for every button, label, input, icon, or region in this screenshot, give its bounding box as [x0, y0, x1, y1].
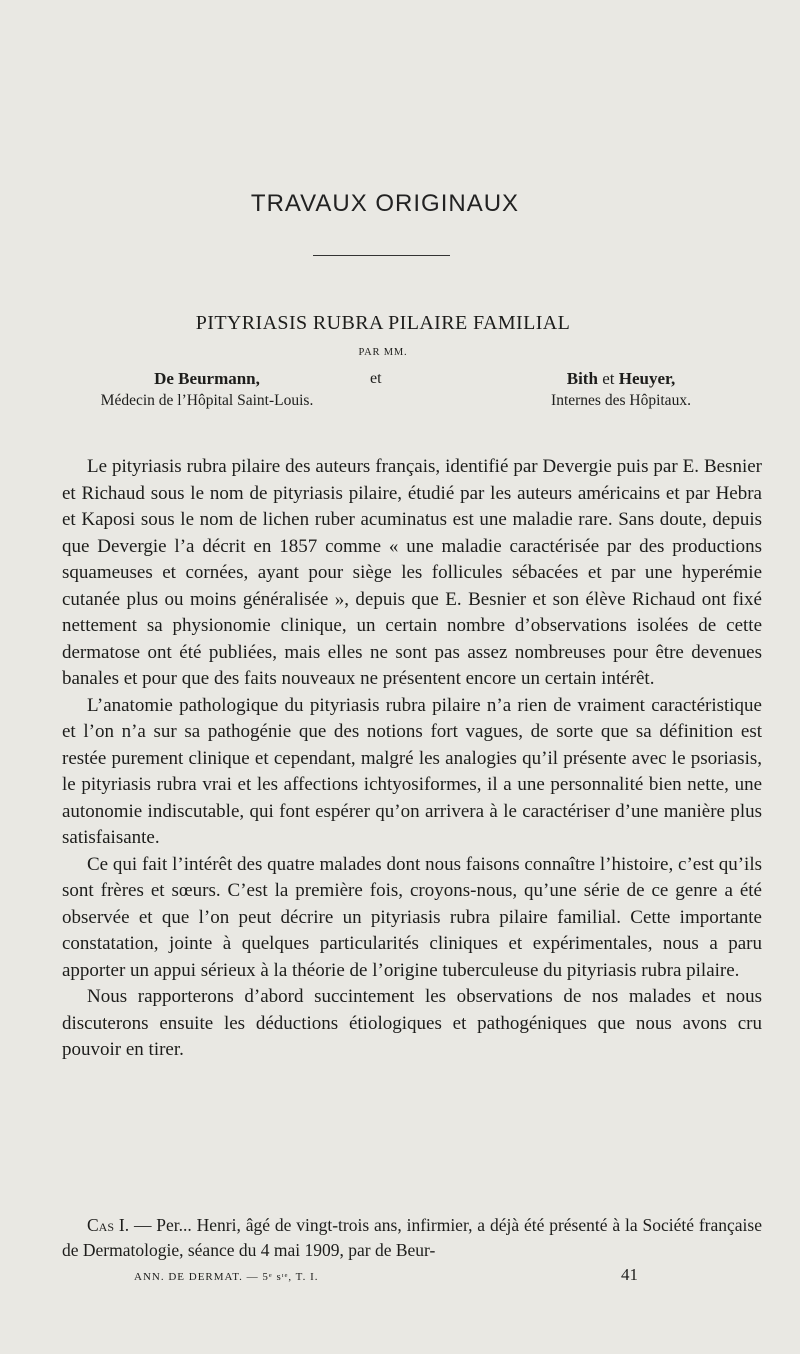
article-title: PITYRIASIS RUBRA PILAIRE FAMILIAL [195, 312, 571, 334]
paragraph: Ce qui fait l’intérêt des quatre malades dont nous faisons connaître l’histoire, c’est qu’ils sont frères et sœurs. C’est la première fois, croyons-nous, qu’une série de ce genre a été observée et que l’on peut décrire un pityriasis rubra pilaire familial. Cette importante constatation, jointe à quelques particularités cliniques et expérimentales, nous a paru apporter un appui sérieux à la théorie de l’origine tuberculeuse du pityriasis rubra pilaire. [62, 853, 762, 981]
author-conjunction: et [370, 370, 382, 387]
case-text: — Per... Henri, âgé de vingt-trois ans, infirmier, a déjà été présenté à la Société française de Dermatologie, séance du 4 mai 1909, par de Beur- [62, 1215, 762, 1260]
case-report [62, 1213, 762, 1262]
footer-journal: ANN. DE DERMAT. — 5ᵉ sᶦᵉ, T. I. [134, 1271, 319, 1283]
author-left [62, 368, 352, 412]
author-right-role: Internes des Hôpitaux. [551, 392, 691, 409]
author-left-role: Médecin de l’Hôpital Saint-Louis. [100, 392, 314, 409]
paragraph: Nous rapporterons d’abord succintement les observations de nos malades et nous discuterons ensuite les déductions étiologiques et pathogéniques que nous avons cru pouvoir en tirer. [62, 986, 762, 1060]
paragraph: L’anatomie pathologique du pityriasis rubra pilaire n’a rien de vraiment caractéristique et l’on n’a sur sa pathogénie que des notions fort vagues, de sorte que sa définition est restée purement clinique et cependant, malgré les analogies qu’il présente avec le psoriasis, le pityriasis rubra vrai et les affections ichtyosiformes, il a une personnalité bien nette, une autonomie indiscutable, qui font espérer qu’on arrivera à le caractériser d’une manière plus satisfaisante. [62, 694, 762, 848]
author-right-joiner: et [597, 369, 619, 388]
by-label: PAR MM. [358, 347, 408, 358]
paragraph: Le pityriasis rubra pilaire des auteurs français, identifié par Devergie puis par E. Besnier et Richaud sous le nom de pityriasis pilaire, étudié par les auteurs américains et par Hebra et Kaposi sous le nom de lichen ruber acuminatus est une maladie rare. Sans doute, depuis que Devergie l’a décrit en 1857 comme « une maladie caractérisée par des productions squameuses et cornées, ayant pour siège les follicules sébacées et par une hyperémie cutanée plus ou moins généralisée », depuis que E. Besnier et son élève Richaud ont fixé nettement sa physionomie clinique, un certain nombre d’observations isolées de cette dermatose ont été publiées, mais elles ne sont pas assez nombreuses pour être devenues banales et pour que des faits nouveaux ne présentent encore un certain intérêt. [62, 456, 762, 689]
case-paragraph [62, 1213, 762, 1262]
author-left-name: De Beurmann, [154, 369, 260, 388]
section-title: TRAVAUX ORIGINAUX [250, 190, 520, 217]
author-right-name-b: Heuyer, [618, 369, 676, 388]
author-right [480, 368, 762, 412]
page-number: 41 [621, 1265, 638, 1284]
article-body [62, 454, 762, 1064]
case-label: Cas I. [87, 1215, 130, 1235]
author-right-name-a: Bith [566, 369, 598, 388]
author-right-names [480, 368, 762, 390]
title-divider [313, 255, 450, 256]
